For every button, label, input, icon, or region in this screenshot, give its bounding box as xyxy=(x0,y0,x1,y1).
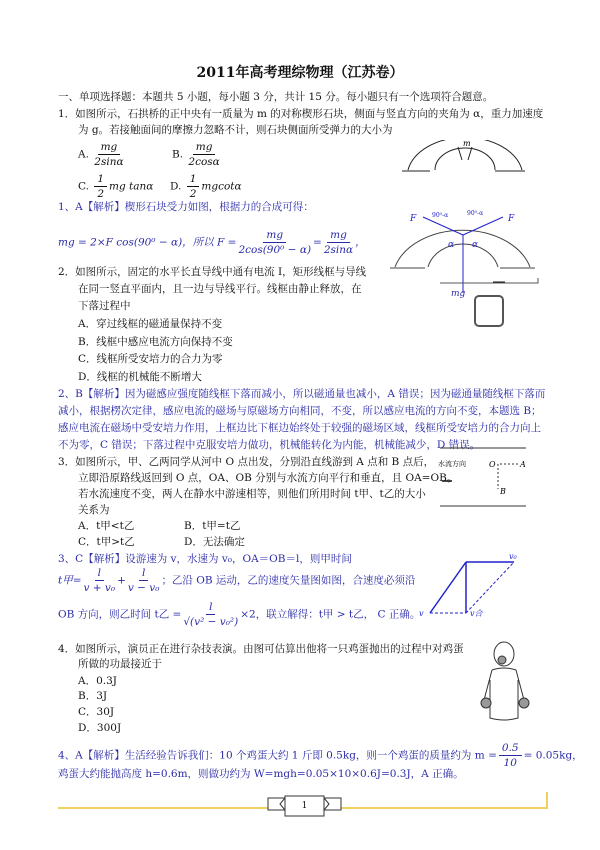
option-label: D. xyxy=(170,180,182,193)
formula-tail: ×2，联立解得：t甲 > t乙， C 正确。 xyxy=(240,608,421,621)
formula-text: mg = 2×F cos(90⁰ − α)，所以 F = xyxy=(58,236,237,249)
q2-answer: 感应电流在磁场中受安培力作用，上框边比下框边始终处于较强的磁场区域，线框所受安培力的合力向上 xyxy=(58,422,541,434)
q3-answer: 3、C【解析】设游速为 v，水速为 v₀，OA＝OB＝l，则甲时间 xyxy=(58,553,352,565)
answer-text: 4、A【解析】生活经验告诉我们：10 个鸡蛋大约 1 斤即 0.5kg，则一个鸡蛋的质量约为 m = xyxy=(58,749,497,762)
answer-text: = 0.05kg， xyxy=(523,749,583,762)
juggler-figure xyxy=(472,640,537,722)
label-alpha: α xyxy=(472,240,479,250)
numerator: mg xyxy=(263,228,286,243)
wire-loop-figure xyxy=(438,278,543,328)
q2-text: 在同一竖直平面内，且一边与导线平行。线框由静止释放，在 xyxy=(78,283,362,295)
q3-text: 立即沿原路线返回到 O 点，OA、OB 分别与水流方向平行和垂直，且 OA=OB。 xyxy=(78,472,458,484)
denominator: √(v² − v₀²) xyxy=(183,616,239,628)
numerator: l xyxy=(206,600,215,615)
q2-answer: 2、B【解析】因为磁感应强度随线框下落而减小，所以磁通量也减小，A 错误；因为磁通量随线框下落而 xyxy=(58,388,546,400)
page-number: 1 xyxy=(301,801,308,811)
numerator: 1 xyxy=(94,172,107,187)
q2-answer: 减小，根据楞次定律，感应电流的磁场与原磁场方向相同，不变，所以感应电流的方向不变，本题选 B； xyxy=(58,405,542,417)
label-v: v xyxy=(419,609,424,618)
fraction xyxy=(324,228,353,257)
label-F-right: F xyxy=(508,214,515,224)
q2-answer: 不为零，C 错误；下落过程中克服安培力做功，机械能转化为内能，机械能减少，D 错误。 xyxy=(58,439,481,451)
option-label: A. xyxy=(78,148,89,161)
label-m: m xyxy=(463,140,471,148)
fraction xyxy=(187,172,200,201)
formula-tail: ；乙沿 OB 运动，乙的速度矢量图如图，合速度必须沿 xyxy=(161,574,416,587)
q1-option-b xyxy=(172,140,222,169)
fraction xyxy=(128,566,160,595)
fraction xyxy=(94,140,123,169)
formula-lead: t甲= xyxy=(58,574,82,587)
q4-text: 所做的功最接近于 xyxy=(78,658,162,670)
plus: + xyxy=(117,574,126,587)
q3-option: A．t甲<t乙 xyxy=(78,520,135,532)
label-alpha: α xyxy=(448,240,455,250)
label-mg: mg xyxy=(451,289,466,299)
q1-text: 为 g。若接触面间的摩擦力忽略不计，则石块侧面所受弹力的大小为 xyxy=(78,124,393,136)
q1-formula xyxy=(58,228,366,257)
fraction xyxy=(94,172,107,201)
equals: = xyxy=(313,236,322,249)
q1-answer: 1、A【解析】楔形石块受力如图，根据力的合成可得： xyxy=(58,201,314,213)
q3-formula-2 xyxy=(58,600,420,629)
q4-option: B．3J xyxy=(78,690,108,702)
denominator: v + v₀ xyxy=(83,582,116,594)
option-tail: mgcotα xyxy=(201,180,242,193)
denominator: 10 xyxy=(503,757,517,769)
fraction xyxy=(84,566,116,595)
q3-text: 若水流速度不变，两人在静水中游速相等，则他们所用时间 t甲、t乙的大小 xyxy=(78,488,426,500)
section-heading: 一、单项选择题：本题共 5 小题，每小题 3 分，共计 15 分。每小题只有一个选项符合题意。 xyxy=(58,91,494,103)
q2-option: B．线框中感应电流方向保持不变 xyxy=(78,336,233,348)
formula-lead: OB 方向，则乙时间 t乙 = xyxy=(58,608,182,621)
denominator: 2 xyxy=(189,188,197,200)
q4-answer: 鸡蛋大约能抛高度 h=0.6m，则做功约为 W=mgh=0.05×10×0.6J=0.3J，A 正确。 xyxy=(58,768,464,780)
option-label: C. xyxy=(78,180,89,193)
q1-option-d xyxy=(170,172,242,201)
q2-option: D．线框的机械能不断增大 xyxy=(78,371,202,383)
q2-text: 2．如图所示，固定的水平长直导线中通有电流 I，矩形线框与导线 xyxy=(58,266,367,278)
denominator: 2 xyxy=(97,188,105,200)
numerator: mg xyxy=(193,140,216,155)
numerator: l xyxy=(139,566,148,581)
page-title: 2011年高考理综物理（江苏卷） xyxy=(196,65,404,81)
fraction xyxy=(499,741,522,770)
numerator: l xyxy=(95,566,104,581)
numerator: mg xyxy=(327,228,350,243)
label-F-left: F xyxy=(410,214,417,224)
formula-end: ， xyxy=(355,236,366,249)
q1-option-a xyxy=(78,140,126,169)
label-v-resultant: v合 xyxy=(470,609,483,618)
q4-text: 4．如图所示，演员正在进行杂技表演。由图可估算出他将一只鸡蛋抛出的过程中对鸡蛋 xyxy=(58,643,464,655)
label-B: B xyxy=(500,487,506,496)
denominator: v − v₀ xyxy=(127,582,160,594)
numerator: 1 xyxy=(187,172,200,187)
denominator: 2sinα xyxy=(323,244,354,256)
velocity-vector-figure xyxy=(416,550,526,620)
label-flow-direction: 水流方向 xyxy=(438,460,466,468)
q1-option-c xyxy=(78,172,153,201)
arch-bridge-figure xyxy=(400,140,530,180)
q4-answer xyxy=(58,741,583,770)
denominator: 2sinα xyxy=(94,156,124,168)
q3-text: 关系为 xyxy=(78,504,110,516)
q3-option: D．无法确定 xyxy=(184,536,245,548)
label-v0: v₀ xyxy=(509,552,517,561)
q3-text: 3．如图所示，甲、乙两同学从河中 O 点出发，分别沿直线游到 A 点和 B 点后， xyxy=(58,456,435,468)
numerator: 0.5 xyxy=(499,741,522,756)
q3-option: C．t甲>t乙 xyxy=(78,536,135,548)
option-label: B. xyxy=(172,148,184,161)
numerator: mg xyxy=(98,140,121,155)
river-figure xyxy=(436,444,531,510)
option-tail: mg tanα xyxy=(109,180,154,193)
label-A: A xyxy=(520,460,526,469)
q4-option: D．300J xyxy=(78,722,122,734)
q4-option: C．30J xyxy=(78,706,115,718)
q2-text: 下落过程中 xyxy=(78,300,131,312)
fraction xyxy=(238,228,311,257)
denominator: 2cos(90⁰ − α) xyxy=(238,244,312,256)
label-angle-left: 90⁰-α xyxy=(432,212,449,219)
label-angle-right: 90⁰-α xyxy=(467,210,484,217)
label-O: O xyxy=(489,460,496,469)
q2-option: A．穿过线框的磁通量保持不变 xyxy=(78,318,223,330)
denominator: 2cosα xyxy=(188,156,220,168)
fraction xyxy=(183,600,238,629)
q3-option: B．t甲=t乙 xyxy=(184,520,241,532)
q3-formula-1 xyxy=(58,566,415,595)
fraction xyxy=(188,140,219,169)
q1-text: 1．如图所示，石拱桥的正中央有一质量为 m 的对称楔形石块，侧面与竖直方向的夹角为 α，重力加速度 xyxy=(58,108,544,120)
q2-option: C．线框所受安培力的合力为零 xyxy=(78,353,223,365)
q4-option: A．0.3J xyxy=(78,675,117,687)
